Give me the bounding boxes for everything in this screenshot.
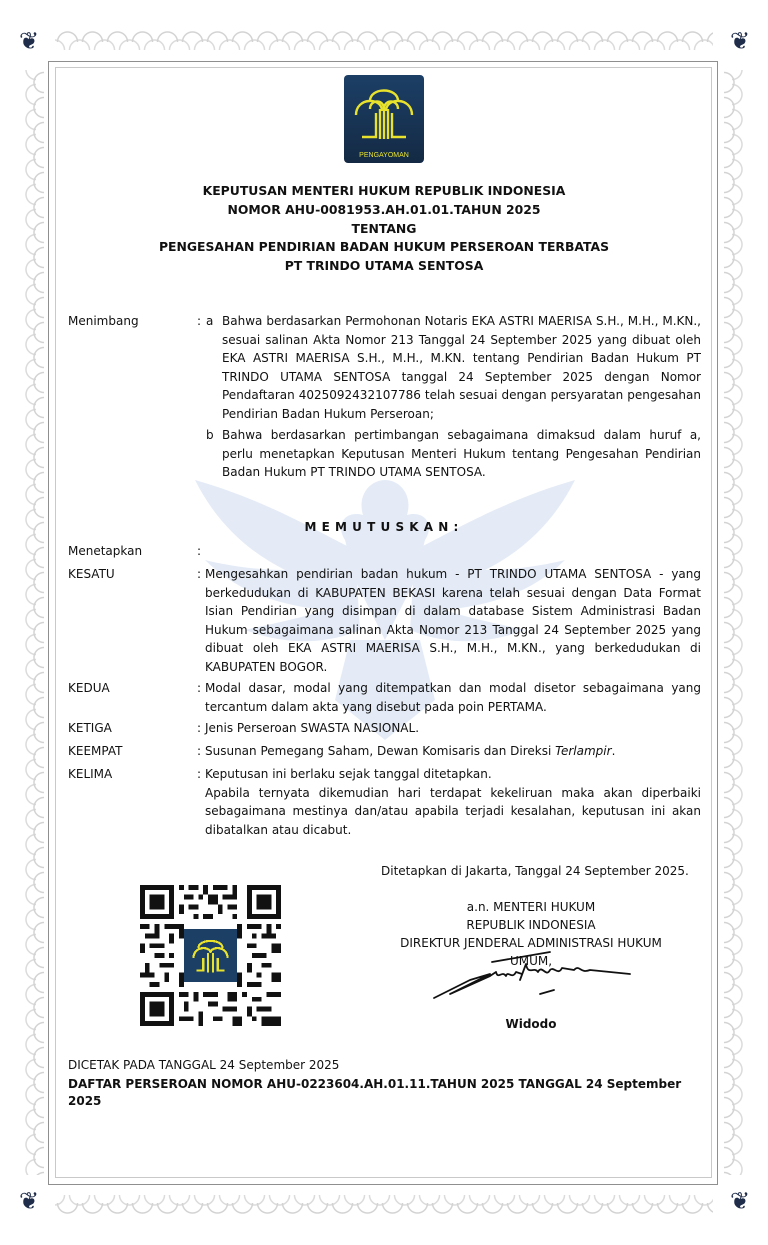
signer-name: Widodo <box>505 1017 557 1031</box>
decision-text-end: . <box>611 744 616 758</box>
border-pattern-left <box>14 70 44 1175</box>
border-pattern-bottom <box>55 1187 713 1217</box>
title-line: TENTANG <box>351 220 417 236</box>
menetapkan-row <box>68 542 701 561</box>
corner-ornament-icon: ❦ <box>729 1187 751 1215</box>
decision-label: KEEMPAT <box>68 744 123 758</box>
title-line: PT TRINDO UTAMA SENTOSA <box>284 258 484 274</box>
menimbang-item <box>68 426 701 482</box>
decision-kelima <box>68 765 701 843</box>
decision-label: KELIMA <box>68 767 113 781</box>
corner-ornament-icon: ❦ <box>18 27 40 55</box>
item-letter: b <box>206 428 214 442</box>
decision-text: Jenis Perseroan SWASTA NASIONAL. <box>205 721 420 735</box>
company-register-number: DAFTAR PERSEROAN NOMOR AHU-0223604.AH.01.11.TAHUN 2025 TANGGAL 24 September 2025 <box>68 1077 682 1108</box>
decree-title <box>100 182 668 276</box>
border-pattern-right <box>724 70 754 1175</box>
signatory-title-line: DIREKTUR JENDERAL ADMINISTRASI HUKUM UMUM, <box>400 936 662 968</box>
decision-text: Mengesahkan pendirian badan hukum - PT TRINDO UTAMA SENTOSA - yang berkedudukan di KABUPATEN BEKASI karena telah sesuai dengan Data Format Isian Pendirian yang disimpan di dalam database Sistem Administrasi Badan Hukum sebagaimana salinan Akta Nomor 213 Tanggal 24 September 2025 yang dibuat oleh EKA ASTRI MAERISA S.H., M.H., M.KN., yang berkedudukan di KABUPATEN BOGOR. <box>205 567 701 674</box>
decision-text-line1: Keputusan ini berlaku sejak tanggal ditetapkan. <box>205 767 492 781</box>
decision-text-italic: Terlampir <box>555 744 612 758</box>
title-line: KEPUTUSAN MENTERI HUKUM REPUBLIK INDONESIA <box>202 183 566 198</box>
decision-text: Modal dasar, modal yang ditempatkan dan modal disetor sebagaimana yang tercantum dalam akta yang disebut pada poin PERTAMA. <box>205 681 701 714</box>
decision-text <box>205 765 701 839</box>
decision-label: KESATU <box>68 567 115 581</box>
pengayoman-tree-icon <box>352 79 416 145</box>
colon: : <box>197 544 202 558</box>
menimbang-item-b: Bahwa berdasarkan pertimbangan sebagaimana dimaksud dalam huruf a, perlu menetapkan Keputusan Menteri Hukum tentang Pengesahan Pendirian Badan Hukum PT TRINDO UTAMA SENTOSA. <box>222 428 701 480</box>
menimbang-item-a: Bahwa berdasarkan Permohonan Notaris EKA ASTRI MAERISA S.H., M.H., M.KN., sesuai salinan Akta Nomor 213 Tanggal 24 September 2025 yang dibuat oleh EKA ASTRI MAERISA S.H., M.H., M.KN. tentang Pendirian Badan Hukum PT TRINDO UTAMA SENTOSA tanggal 24 September 2025 dengan Nomor Pendaftaran 4025092432107786 telah sesuai dengan persyaratan pengesahan Pendirian Badan Hukum Perseroan; <box>222 314 701 421</box>
decision-text-line2: Apabila ternyata dikemudian hari terdapat kekeliruan maka akan diperbaiki sebagaimana mestinya dan/atau apabila terjadi kesalahan, keputusan ini akan dibatalkan atau dicabut. <box>205 785 701 837</box>
decision-kedua <box>68 679 701 717</box>
colon: : <box>197 721 202 735</box>
menimbang-label: Menimbang <box>68 314 139 328</box>
decision-kesatu <box>68 565 701 677</box>
border-pattern-top <box>55 28 713 58</box>
decision-ketiga <box>68 719 701 738</box>
decision-text <box>205 742 701 761</box>
decision-label: KETIGA <box>68 721 112 735</box>
printed-date: DICETAK PADA TANGGAL 24 September 2025 <box>68 1058 340 1072</box>
decision-text-main: Susunan Pemegang Saham, Dewan Komisaris dan Direksi <box>205 744 556 758</box>
decision-label: KEDUA <box>68 681 110 695</box>
colon: : <box>197 314 202 328</box>
signature-icon <box>430 950 635 1002</box>
qr-code-icon[interactable] <box>140 885 281 1026</box>
colon: : <box>197 567 202 581</box>
decision-keempat <box>68 742 701 761</box>
signatory-title-line: REPUBLIK INDONESIA <box>466 918 596 932</box>
memutuskan-heading: MEMUTUSKAN: <box>304 520 464 534</box>
colon: : <box>197 744 202 758</box>
pengayoman-logo <box>344 75 424 163</box>
corner-ornament-icon: ❦ <box>18 1187 40 1215</box>
colon: : <box>197 767 202 781</box>
title-line: PENGESAHAN PENDIRIAN BADAN HUKUM PERSEROAN TERBATAS <box>158 239 610 255</box>
menimbang-section <box>68 312 701 422</box>
place-date: Ditetapkan di Jakarta, Tanggal 24 September 2025. <box>381 864 689 878</box>
signatory-title-line: a.n. MENTERI HUKUM <box>466 900 596 914</box>
menetapkan-label: Menetapkan <box>68 544 143 558</box>
item-letter: a <box>206 314 214 328</box>
corner-ornament-icon: ❦ <box>729 27 751 55</box>
logo-label: PENGAYOMAN <box>359 152 409 159</box>
title-line: NOMOR AHU-0081953.AH.01.01.TAHUN 2025 <box>227 201 541 217</box>
colon: : <box>197 681 202 695</box>
